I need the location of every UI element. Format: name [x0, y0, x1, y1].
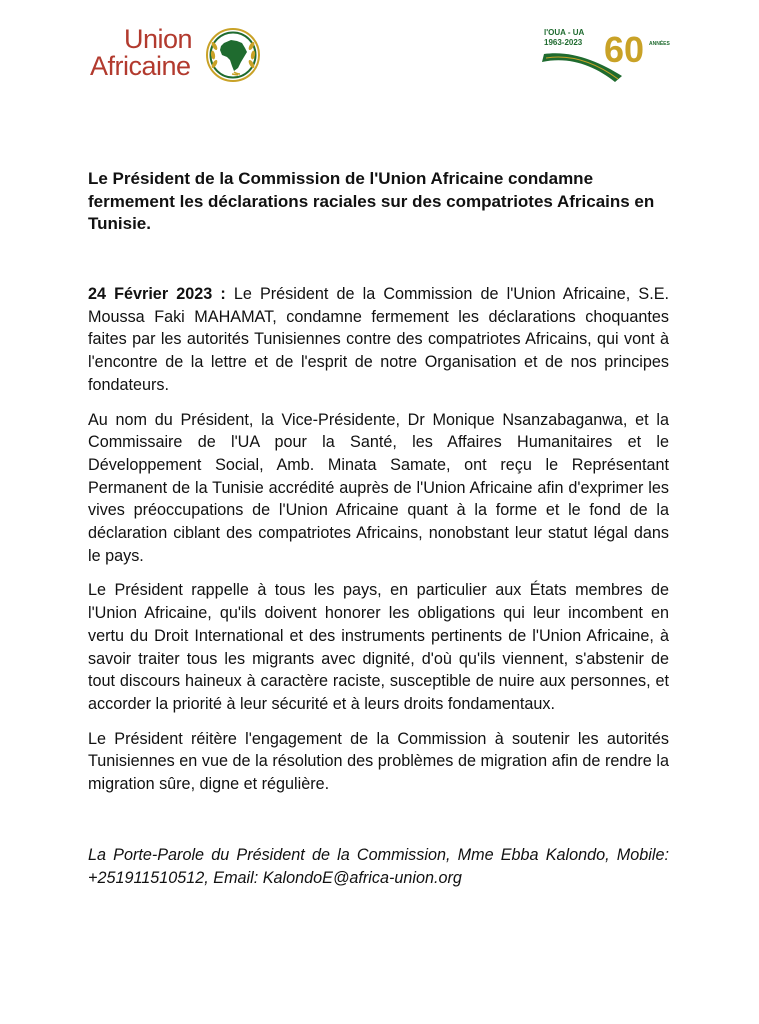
paragraph-1	[88, 283, 669, 397]
anniversary-60-logo	[540, 22, 670, 84]
anniversary-years-range: 1963-2023	[544, 38, 583, 47]
africa-emblem-icon	[204, 26, 262, 84]
spokesperson-contact: La Porte-Parole du Président de la Commission, Mme Ebba Kalondo, Mobile: +251911510512, Email: KalondoE@africa-union.org	[88, 846, 669, 887]
african-union-logo	[88, 24, 278, 84]
paragraph-3: Le Président rappelle à tous les pays, en particulier aux États membres de l'Union Africaine, qu'ils doivent honorer les obligations qui leur incombent en vertu du Droit International et des instruments pertinents de l'Union Africaine, à savoir traiter tous les migrants avec dignité, d'où qu'ils viennent, s'abstenir de tout discours haineux à caractère raciste, susceptible de nuire aux personnes, et accorder la priorité à leur sécurité et à leurs droits fondamentaux.	[88, 581, 669, 713]
paragraph-2: Au nom du Président, la Vice-Présidente, Dr Monique Nsanzabaganwa, et la Commissaire de l'UA pour la Santé, les Affaires Humanitaires et le Développement Social, Amb. Minata Samate, ont reçu le Représentant Permanent de la Tunisie accrédité auprès de l'Union Africaine afin d'exprimer les vives préoccupations de l'Union Africaine quant à la forme et le fond de la déclaration ciblant des compatriotes Africains, nonobstant leur statut légal dans le pays.	[88, 410, 669, 565]
paragraph-1-text: Le Président de la Commission de l'Union Africaine, S.E. Moussa Faki MAHAMAT, condamne fermement les déclarations choquantes faites par les autorités Tunisiennes contre des compatriotes Africains, qui vont à l'encontre de la lettre et de l'esprit de notre Organisation et de nos principes fondateurs.	[88, 285, 669, 394]
anniversary-annees-label: ANNÉES	[649, 41, 670, 47]
anniversary-number: 60	[604, 29, 645, 70]
logo-text-africaine: Africaine	[90, 51, 191, 81]
anniversary-oua-ua-label: l'OUA - UA	[544, 28, 585, 37]
anniversary-ribbon-icon	[540, 22, 670, 84]
paragraph-4: Le Président réitère l'engagement de la Commission à soutenir les autorités Tunisiennes en vue de la résolution des problèmes de migration afin de rendre la migration sûre, digne et régulière.	[88, 729, 669, 794]
press-release-title: Le Président de la Commission de l'Union Africaine condamne fermement les déclarations raciales sur des compatriotes Africains en Tunisie.	[88, 169, 655, 233]
dateline: 24 Février 2023 :	[88, 285, 226, 303]
logo-text-union: Union	[124, 24, 193, 54]
press-release-body	[88, 283, 669, 808]
